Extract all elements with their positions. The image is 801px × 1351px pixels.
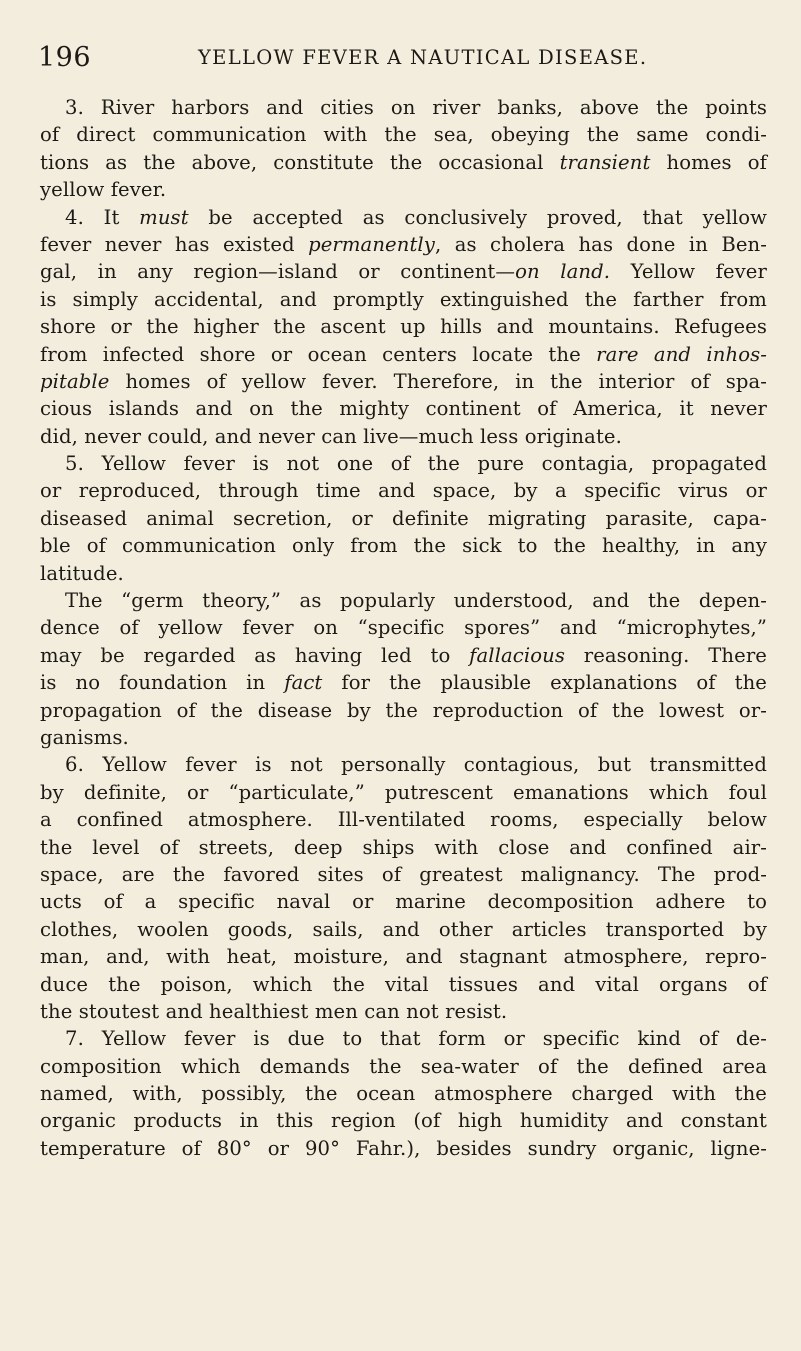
text-line: pitable homes of yellow fever. Therefore, in the interior of spa- xyxy=(40,369,767,393)
text-line: tions as the above, constitute the occasional transient homes of xyxy=(40,150,767,174)
text-line: 3. River harbors and cities on river banks, above the points xyxy=(65,96,767,119)
text-line: temperature of 80° or 90° Fahr.), besides sundry organic, ligne- xyxy=(40,1136,767,1160)
text-line: the stoutest and healthiest men can not resist. xyxy=(40,999,508,1023)
text-line: or reproduced, through time and space, by a specific virus or xyxy=(40,479,767,503)
text-line: 4. It must be accepted as conclusively proved, that yellow xyxy=(65,205,767,229)
text-line: is simply accidental, and promptly extinguished the farther from xyxy=(40,287,767,311)
text-line: ble of communication only from the sick to the healthy, in any xyxy=(40,534,767,558)
text-line: diseased animal secretion, or definite migrating parasite, capa- xyxy=(40,506,767,530)
text-line: the level of streets, deep ships with close and confined air- xyxy=(40,835,767,859)
text-line: is no foundation in fact for the plausible explanations of the xyxy=(40,671,768,695)
page-number: 196 xyxy=(38,42,92,73)
running-title: YELLOW FEVER A NAUTICAL DISEASE. xyxy=(198,46,648,69)
body-text xyxy=(40,94,767,1162)
text-line: 5. Yellow fever is not one of the pure contagia, propagated xyxy=(65,452,767,476)
text-line: composition which demands the sea-water of the defined area xyxy=(40,1054,767,1078)
text-line: named, with, possibly, the ocean atmosphere charged with the xyxy=(40,1082,767,1106)
text-line: fever never has existed permanently, as cholera has done in Ben- xyxy=(40,232,767,256)
text-line: by definite, or “particulate,” putrescent emanations which foul xyxy=(40,780,767,804)
text-line: dence of yellow fever on “specific spores” and “microphytes,” xyxy=(40,616,767,640)
text-line: did, never could, and never can live—much less originate. xyxy=(40,424,622,448)
text-line: shore or the higher the ascent up hills and mountains. Refugees xyxy=(40,315,767,339)
text-line: yellow fever. xyxy=(40,178,167,202)
text-line: organic products in this region (of high humidity and constant xyxy=(40,1109,767,1133)
text-line: 6. Yellow fever is not personally contagious, but transmitted xyxy=(65,753,767,777)
text-line: may be regarded as having led to fallacious reasoning. There xyxy=(40,643,767,667)
text-line: from infected shore or ocean centers locate the rare and inhos- xyxy=(40,342,767,366)
text-line: of direct communication with the sea, obeying the same condi- xyxy=(40,123,767,147)
text-line: cious islands and on the mighty continent of America, it never xyxy=(40,397,767,421)
running-header xyxy=(38,42,738,82)
text-line: 7. Yellow fever is due to that form or specific kind of de- xyxy=(65,1027,767,1051)
text-line: a confined atmosphere. Ill-ventilated rooms, especially below xyxy=(40,808,767,832)
text-line: latitude. xyxy=(40,561,124,585)
text-line: duce the poison, which the vital tissues and vital organs of xyxy=(40,972,767,996)
text-line: ucts of a specific naval or marine decomposition adhere to xyxy=(40,890,767,914)
text-line: clothes, woolen goods, sails, and other articles transported by xyxy=(40,917,767,941)
text-line: gal, in any region—island or continent—on land. Yellow fever xyxy=(40,260,767,284)
text-line: propagation of the disease by the reproduction of the lowest or- xyxy=(40,698,767,722)
text-line: The “germ theory,” as popularly understood, and the depen- xyxy=(65,589,767,613)
text-line: man, and, with heat, moisture, and stagnant atmosphere, repro- xyxy=(40,945,767,969)
text-line: space, are the favored sites of greatest malignancy. The prod- xyxy=(40,862,767,886)
text-line: ganisms. xyxy=(40,725,129,749)
